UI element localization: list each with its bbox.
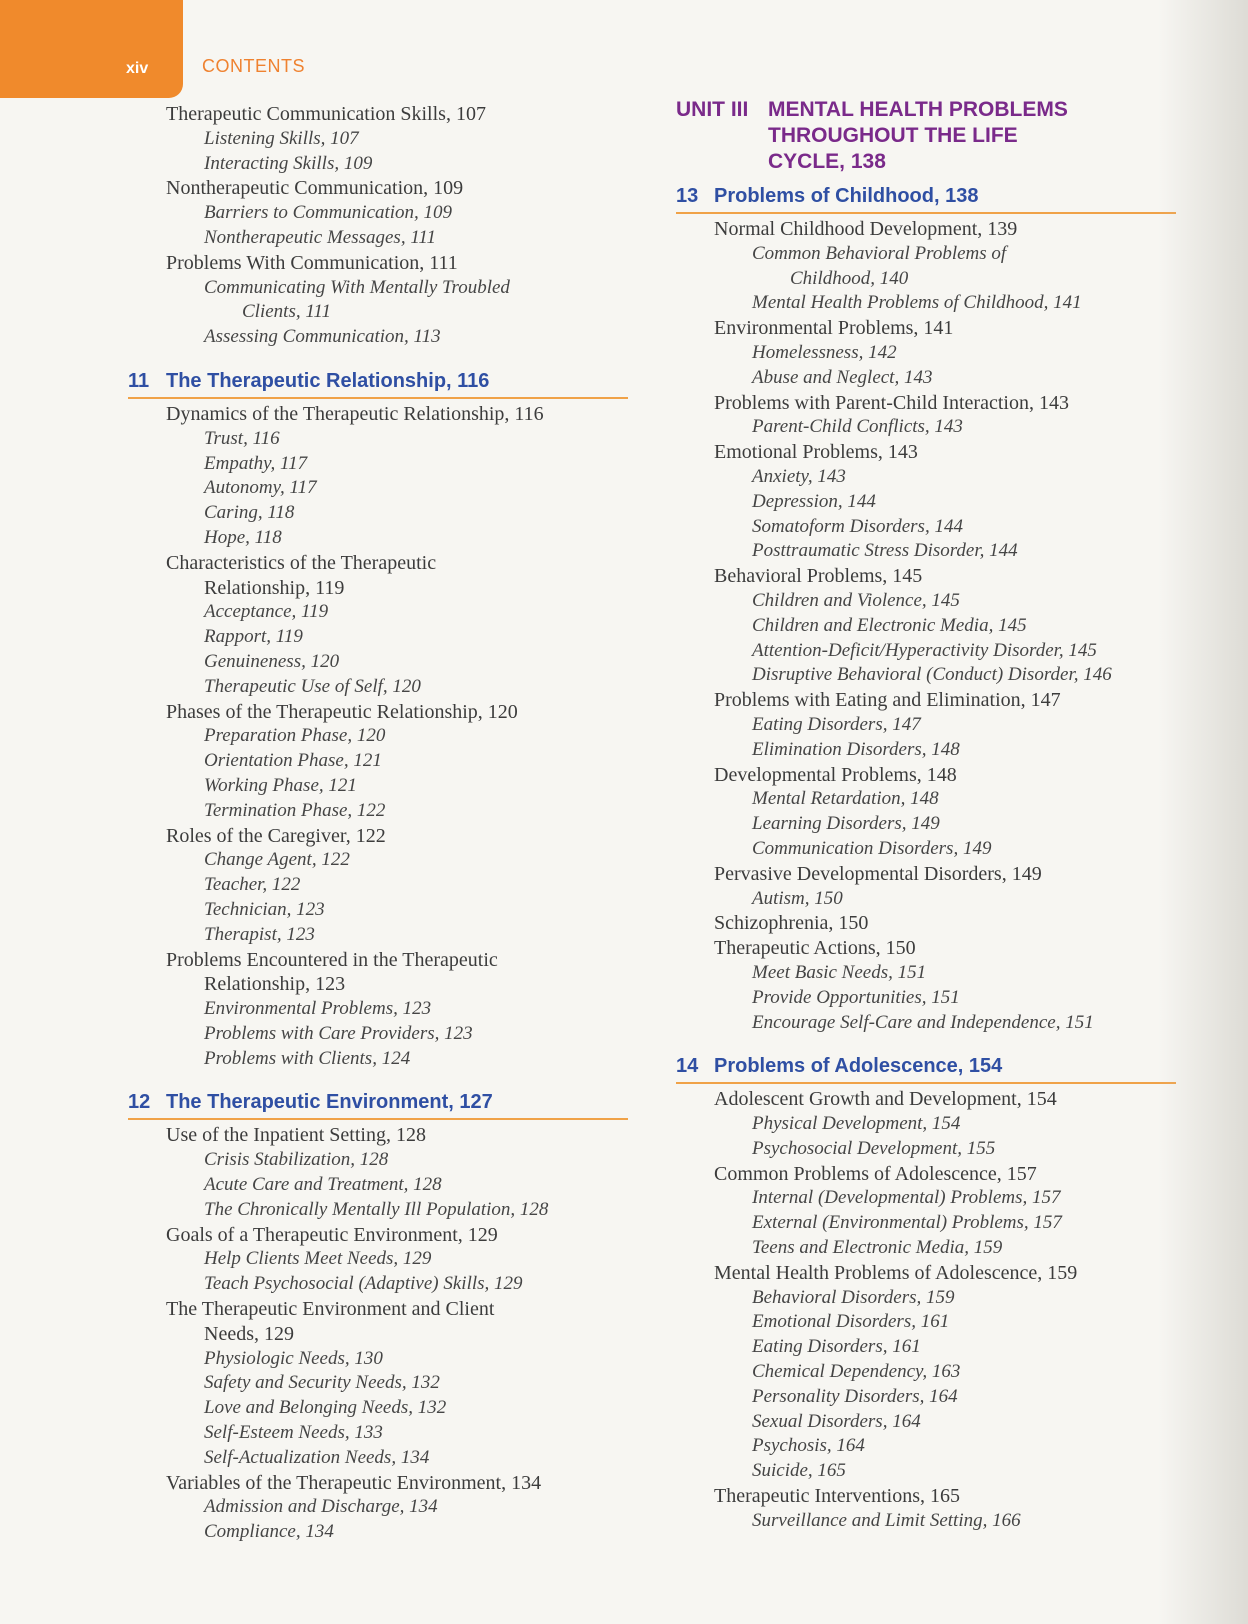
toc-subsection-entry: Acute Care and Treatment, 128 [204, 1174, 442, 1196]
right-chapters [676, 185, 1196, 1534]
toc-subsection-entry: Working Phase, 121 [204, 774, 357, 796]
chapter-title: Problems of Childhood, 138 [714, 185, 979, 207]
toc-section-entry: The Therapeutic Environment and Client [166, 1298, 495, 1321]
toc-subsection-entry: Learning Disorders, 149 [752, 813, 940, 835]
chapter-heading [676, 185, 1176, 214]
toc-subsection-entry: Barriers to Communication, 109 [204, 202, 453, 224]
toc-subsection-entry: Mental Health Problems of Childhood, 141 [752, 292, 1082, 314]
toc-subsection-entry: Encourage Self-Care and Independence, 151 [752, 1011, 1094, 1033]
chapter-number: 12 [128, 1091, 151, 1114]
toc-subsection-entry: Mental Retardation, 148 [752, 788, 939, 810]
chapter-heading [128, 370, 628, 399]
toc-subsection-entry: Childhood, 140 [790, 267, 909, 289]
toc-section-entry: Therapeutic Interventions, 165 [714, 1485, 961, 1508]
toc-subsection-entry: Communicating With Mentally Troubled [204, 276, 510, 298]
toc-section-entry: Problems with Parent-Child Interaction, 143 [714, 391, 1069, 414]
toc-subsection-entry: Disruptive Behavioral (Conduct) Disorder, 146 [752, 664, 1112, 686]
toc-section-entry: Characteristics of the Therapeutic [166, 551, 437, 574]
unit-title-line: MENTAL HEALTH PROBLEMS [768, 98, 1068, 121]
toc-section-entry: Goals of a Therapeutic Environment, 129 [166, 1223, 498, 1246]
toc-subsection-entry: Therapeutic Use of Self, 120 [204, 675, 421, 697]
toc-subsection-entry: Anxiety, 143 [752, 465, 846, 487]
toc-subsection-entry: Listening Skills, 107 [204, 127, 359, 149]
toc-subsection-entry: Surveillance and Limit Setting, 166 [752, 1509, 1021, 1531]
toc-subsection-entry: Love and Belonging Needs, 132 [204, 1397, 447, 1419]
toc-subsection-entry: Physical Development, 154 [752, 1113, 961, 1135]
toc-subsection-entry: Change Agent, 122 [204, 849, 350, 871]
toc-section-entry: Problems With Communication, 111 [166, 251, 458, 274]
toc-section-entry: Needs, 129 [204, 1322, 294, 1345]
toc-subsection-entry: Psychosis, 164 [752, 1435, 865, 1457]
toc-subsection-entry: Children and Violence, 145 [752, 589, 960, 611]
toc-subsection-entry: Homelessness, 142 [752, 341, 897, 363]
toc-subsection-entry: Acceptance, 119 [204, 601, 329, 623]
toc-subsection-entry: Crisis Stabilization, 128 [204, 1149, 389, 1171]
toc-subsection-entry: Hope, 118 [204, 526, 282, 548]
toc-subsection-entry: Communication Disorders, 149 [752, 837, 992, 859]
chapter-entries [676, 217, 1196, 1035]
toc-section-entry: Mental Health Problems of Adolescence, 159 [714, 1261, 1078, 1284]
toc-subsection-entry: Clients, 111 [242, 301, 332, 323]
toc-section-entry: Problems Encountered in the Therapeutic [166, 948, 498, 971]
toc-subsection-entry: Suicide, 165 [752, 1460, 846, 1482]
toc-section-entry: Problems with Eating and Elimination, 147 [714, 689, 1061, 712]
unit-label: UNIT III [676, 98, 749, 121]
toc-subsection-entry: Teens and Electronic Media, 159 [752, 1237, 1003, 1259]
toc-subsection-entry: Teach Psychosocial (Adaptive) Skills, 129 [204, 1273, 523, 1295]
toc-subsection-entry: Caring, 118 [204, 502, 295, 524]
unit-title-line: CYCLE, 138 [768, 150, 886, 173]
toc-subsection-entry: Technician, 123 [204, 898, 325, 920]
toc-section-entry: Relationship, 123 [204, 973, 346, 996]
toc-subsection-entry: Problems with Care Providers, 123 [204, 1022, 473, 1044]
toc-subsection-entry: Orientation Phase, 121 [204, 750, 382, 772]
toc-subsection-entry: Children and Electronic Media, 145 [752, 614, 1027, 636]
toc-subsection-entry: Psychosocial Development, 155 [752, 1137, 996, 1159]
toc-subsection-entry: Admission and Discharge, 134 [204, 1496, 438, 1518]
toc-subsection-entry: Autism, 150 [752, 887, 843, 909]
toc-section-entry: Adolescent Growth and Development, 154 [714, 1088, 1057, 1111]
page-number: xiv [126, 60, 149, 77]
toc-subsection-entry: Self-Actualization Needs, 134 [204, 1446, 430, 1468]
chapter-title: The Therapeutic Environment, 127 [166, 1091, 493, 1114]
toc-subsection-entry: Meet Basic Needs, 151 [752, 961, 927, 983]
toc-subsection-entry: Environmental Problems, 123 [204, 998, 432, 1020]
toc-subsection-entry: Sexual Disorders, 164 [752, 1410, 921, 1432]
toc-subsection-entry: Parent-Child Conflicts, 143 [752, 416, 963, 438]
toc-subsection-entry: Depression, 144 [752, 490, 876, 512]
toc-section-entry: Pervasive Developmental Disorders, 149 [714, 862, 1042, 885]
chapter-number: 13 [676, 185, 699, 207]
toc-subsection-entry: External (Environmental) Problems, 157 [752, 1212, 1062, 1234]
toc-subsection-entry: Preparation Phase, 120 [204, 725, 386, 747]
toc-subsection-entry: Compliance, 134 [204, 1521, 334, 1543]
toc-subsection-entry: Posttraumatic Stress Disorder, 144 [752, 540, 1018, 562]
toc-section-entry: Developmental Problems, 148 [714, 763, 957, 786]
toc-subsection-entry: Somatoform Disorders, 144 [752, 515, 963, 537]
toc-section-entry: Phases of the Therapeutic Relationship, 120 [166, 700, 518, 723]
chapter-entries [128, 1123, 648, 1545]
toc-subsection-entry: Behavioral Disorders, 159 [752, 1286, 955, 1308]
page-binding-shadow [1158, 0, 1248, 1624]
toc-subsection-entry: Eating Disorders, 147 [752, 713, 921, 735]
toc-subsection-entry: Abuse and Neglect, 143 [752, 366, 933, 388]
toc-section-entry: Dynamics of the Therapeutic Relationship, 116 [166, 402, 544, 425]
toc-subsection-entry: Internal (Developmental) Problems, 157 [752, 1187, 1061, 1209]
toc-subsection-entry: Attention-Deficit/Hyperactivity Disorder, 145 [752, 639, 1097, 661]
chapter-title: Problems of Adolescence, 154 [714, 1055, 1003, 1078]
toc-subsection-entry: The Chronically Mentally Ill Population, 128 [204, 1198, 549, 1220]
chapter-number: 11 [128, 369, 150, 392]
toc-subsection-entry: Common Behavioral Problems of [752, 242, 1007, 264]
chapter-title: The Therapeutic Relationship, 116 [166, 369, 490, 392]
toc-subsection-entry: Eating Disorders, 161 [752, 1336, 921, 1358]
toc-section-entry: Nontherapeutic Communication, 109 [166, 177, 464, 200]
toc-subsection-entry: Autonomy, 117 [204, 477, 317, 499]
toc-subsection-entry: Emotional Disorders, 161 [752, 1311, 950, 1333]
toc-subsection-entry: Chemical Dependency, 163 [752, 1361, 961, 1383]
right-column [676, 97, 1196, 1534]
toc-subsection-entry: Therapist, 123 [204, 923, 315, 945]
toc-subsection-entry: Problems with Clients, 124 [204, 1047, 411, 1069]
toc-subsection-entry: Elimination Disorders, 148 [752, 738, 960, 760]
chapter-entries [128, 402, 648, 1072]
toc-section-entry: Relationship, 119 [204, 576, 345, 599]
unit-title [768, 97, 1068, 175]
toc-subsection-entry: Trust, 116 [204, 427, 280, 449]
chapter-heading [676, 1055, 1176, 1084]
toc-subsection-entry: Self-Esteem Needs, 133 [204, 1422, 383, 1444]
header-tab [0, 0, 183, 98]
toc-section-entry: Use of the Inpatient Setting, 128 [166, 1124, 426, 1147]
toc-subsection-entry: Teacher, 122 [204, 874, 301, 896]
left-chapters [128, 370, 648, 1545]
toc-subsection-entry: Help Clients Meet Needs, 129 [204, 1248, 432, 1270]
toc-section-entry: Emotional Problems, 143 [714, 441, 918, 464]
toc-subsection-entry: Physiologic Needs, 130 [204, 1347, 383, 1369]
toc-section-entry: Variables of the Therapeutic Environment, 134 [166, 1471, 542, 1494]
left-pre-entries [128, 102, 648, 350]
chapter-heading [128, 1091, 628, 1120]
toc-subsection-entry: Empathy, 117 [204, 452, 308, 474]
toc-subsection-entry: Assessing Communication, 113 [204, 326, 441, 348]
left-column [128, 102, 648, 1545]
toc-subsection-entry: Nontherapeutic Messages, 111 [204, 226, 437, 248]
toc-section-entry: Therapeutic Communication Skills, 107 [166, 103, 486, 125]
toc-section-entry: Behavioral Problems, 145 [714, 565, 923, 588]
unit-title-line: THROUGHOUT THE LIFE [768, 124, 1018, 147]
chapter-number: 14 [676, 1055, 699, 1078]
toc-subsection-entry: Termination Phase, 122 [204, 799, 386, 821]
toc-section-entry: Therapeutic Actions, 150 [714, 937, 916, 960]
toc-section-entry: Normal Childhood Development, 139 [714, 218, 1018, 240]
toc-subsection-entry: Provide Opportunities, 151 [752, 986, 960, 1008]
unit-heading [676, 97, 1196, 175]
running-head: CONTENTS [202, 56, 305, 76]
toc-subsection-entry: Genuineness, 120 [204, 650, 340, 672]
toc-subsection-entry: Interacting Skills, 109 [204, 152, 373, 174]
toc-subsection-entry: Personality Disorders, 164 [752, 1385, 958, 1407]
chapter-entries [676, 1087, 1196, 1533]
toc-section-entry: Schizophrenia, 150 [714, 912, 869, 935]
toc-section-entry: Common Problems of Adolescence, 157 [714, 1162, 1037, 1185]
toc-section-entry: Environmental Problems, 141 [714, 317, 954, 340]
toc-subsection-entry: Rapport, 119 [204, 626, 303, 648]
toc-section-entry: Roles of the Caregiver, 122 [166, 824, 386, 847]
toc-subsection-entry: Safety and Security Needs, 132 [204, 1372, 440, 1394]
